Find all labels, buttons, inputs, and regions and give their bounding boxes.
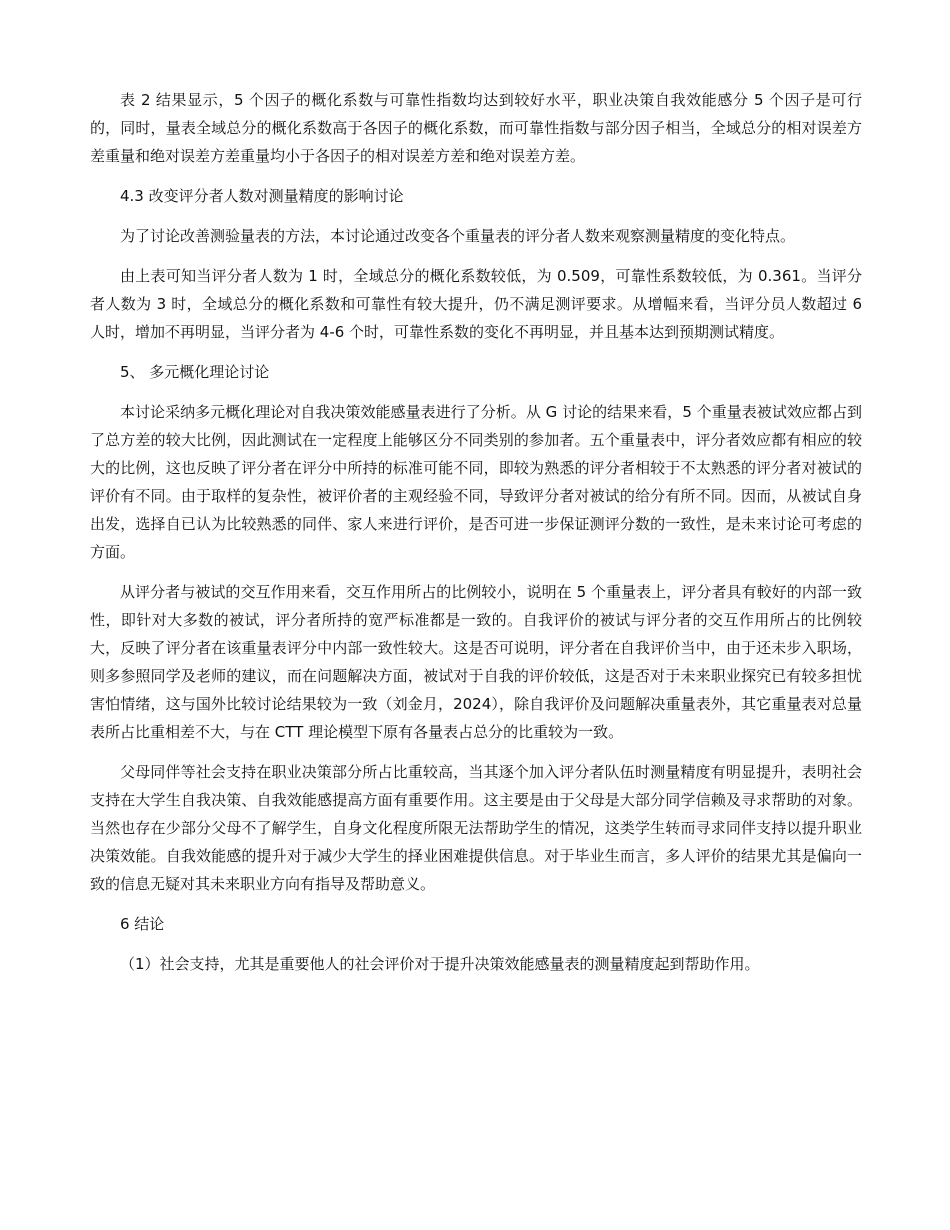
paragraph-rater-count: 由上表可知当评分者人数为 1 时，全域总分的概化系数较低，为 0.509，可靠性系数较低，为 0.361。当评分者人数为 3 时，全域总分的概化系数和可靠性有较大提升，仍不满足测评要求。从增幅来看，当评分员人数超过 6 人时，增加不再明显，当评分者为 4-6 个时，可靠性系数的变化不再明显，并且基本达到预期测试精度。 xyxy=(90,267,862,341)
section-heading-6: 6 结论 xyxy=(120,915,165,933)
paragraph-multivariate-gtheory: 本讨论采纳多元概化理论对自我决策效能感量表进行了分析。从 G 讨论的结果来看，5 个重量表被试效应都占到了总方差的较大比例，因此测试在一定程度上能够区分不同类别的参加者。五个重量表中，评分者效应都有相应的较大的比例，这也反映了评分者在评分中所持的标准可能不同，即较为熟悉的评分者相较于不太熟悉的评分者对被试的评价有不同。由于取样的复杂性，被评价者的主观经验不同，导致评分者对被试的给分有所不同。因而，从被试自身出发，选择自已认为比较熟悉的同伴、家人来进行评价，是否可进一步保证测评分数的一致性，是未来讨论可考虑的方面。 xyxy=(90,403,862,561)
paragraph-social-support: 父母同伴等社会支持在职业决策部分所占比重较高，当其逐个加入评分者队伍时测量精度有明显提升，表明社会支持在大学生自我决策、自我效能感提高方面有重要作用。这主要是由于父母是大部分同学信赖及寻求帮助的对象。当然也存在少部分父母不了解学生，自身文化程度所限无法帮助学生的情况，这类学生转而寻求同伴支持以提升职业决策效能。自我效能感的提升对于减少大学生的择业困难提供信息。对于毕业生而言，多人评价的结果尤其是偏向一致的信息无疑对其未来职业方向有指导及帮助意义。 xyxy=(90,763,862,893)
section-heading-4-3: 4.3 改变评分者人数对测量精度的影响讨论 xyxy=(120,187,404,205)
section-heading-5: 5、 多元概化理论讨论 xyxy=(120,363,270,381)
conclusion-item-1: （1）社会支持，尤其是重要他人的社会评价对于提升决策效能感量表的测量精度起到帮助作用。 xyxy=(120,955,760,973)
paragraph-table2-results: 表 2 结果显示，5 个因子的概化系数与可靠性指数均达到较好水平，职业决策自我效能感分 5 个因子是可行的，同时，量表全域总分的概化系数高于各因子的概化系数，而可靠性指数与部分因子相当，全域总分的相对误差方差重量和绝对误差方差重量均小于各因子的相对误差方差和绝对误差方差。 xyxy=(90,91,862,165)
paragraph-method: 为了讨论改善测验量表的方法，本讨论通过改变各个重量表的评分者人数来观察测量精度的变化特点。 xyxy=(120,227,796,245)
document-body xyxy=(90,86,862,978)
paragraph-interaction-effect: 从评分者与被试的交互作用来看，交互作用所占的比例较小，说明在 5 个重量表上，评分者具有較好的内部一致性，即针对大多数的被试，评分者所持的宽严标准都是一致的。自我评价的被试与评分者的交互作用所占的比例较大，反映了评分者在该重量表评分中内部一致性较大。这是否可说明，评分者在自我评价当中，由于还未步入职场，则多参照同学及老师的建议，而在问题解决方面，被试对于自我的评价较低，这是否对于未来职业探究已有较多担忧害怕情绪，这与国外比较讨论结果较为一致（刘金月，2024），除自我评价及问题解决重量表外，其它重量表对总量表所占比重相差不大，与在 CTT 理论模型下原有各量表占总分的比重较为一致。 xyxy=(90,583,862,741)
